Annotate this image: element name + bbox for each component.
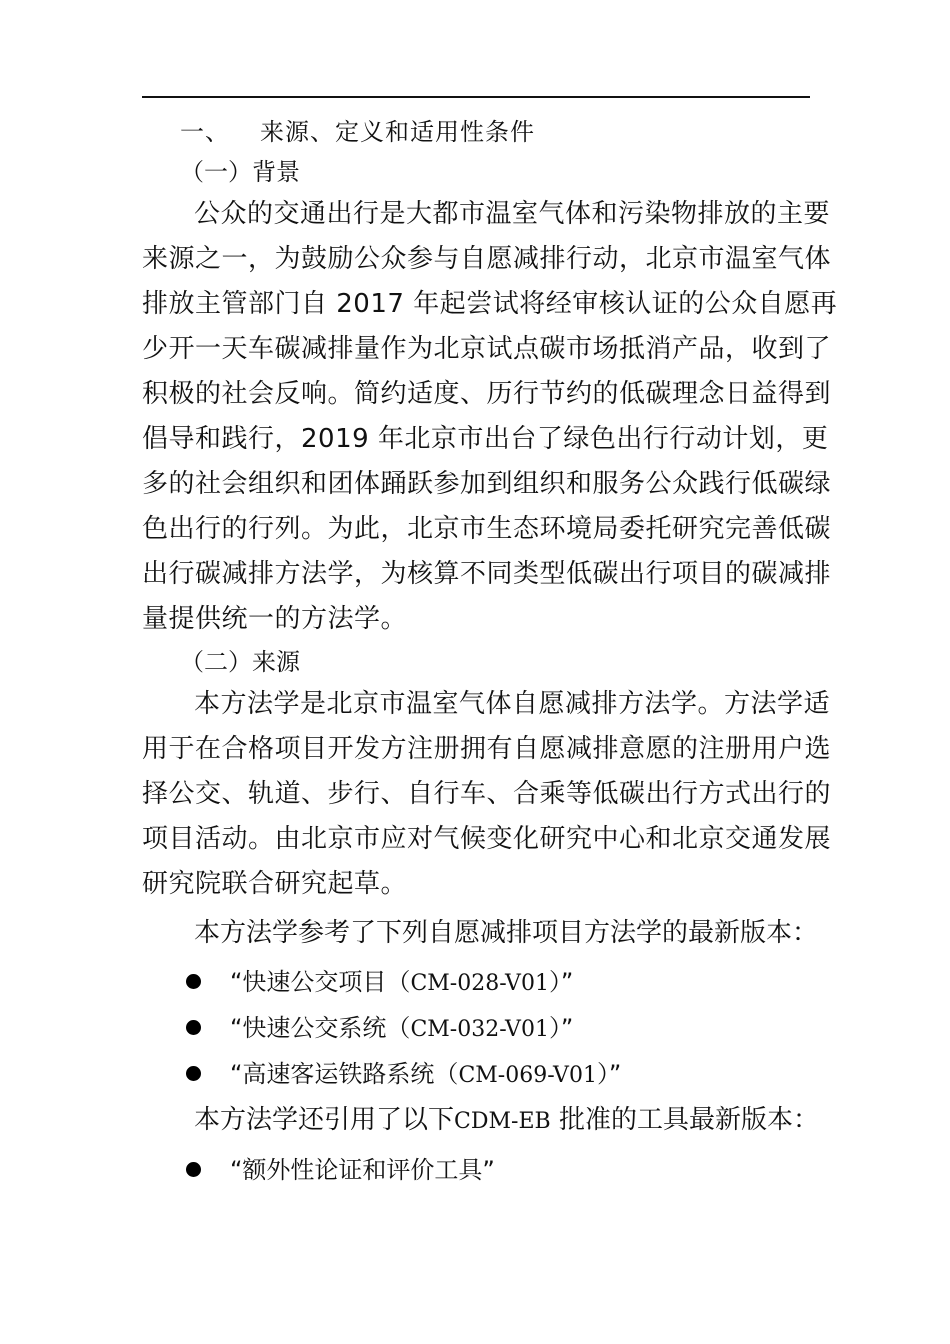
reference-suffix: ）” [596, 1060, 622, 1088]
tools-intro-text-end: 批准的工具最新版本： [550, 1105, 819, 1135]
bullet-icon [186, 1162, 201, 1177]
references-intro: 本方法学参考了下列自愿减排项目方法学的最新版本： [194, 918, 819, 948]
subsection-heading-background: （一）背景 [180, 158, 300, 186]
reference-prefix: “快速公交系统（ [230, 1014, 411, 1042]
reference-prefix: “高速客运铁路系统（ [230, 1060, 459, 1088]
tools-intro-code: CDM-EB [454, 1109, 551, 1134]
bullet-icon [186, 974, 201, 989]
document-body [142, 112, 842, 1192]
bullet-icon [186, 1020, 201, 1035]
tool-name: “额外性论证和评价工具” [230, 1156, 495, 1184]
bullet-icon [186, 1066, 201, 1081]
reference-code: CM-028-V01 [410, 971, 549, 996]
subsection-heading-source: （二）来源 [180, 648, 300, 676]
reference-suffix: ）” [548, 968, 574, 996]
reference-item [142, 1052, 842, 1098]
source-paragraph: 本方法学是北京市温室气体自愿减排方法学。方法学适用于在合格项目开发方注册拥有自愿减排意愿的注册用户选择公交、轨道、步行、自行车、合乘等低碳出行方式出行的项目活动。由北京市应对气候变化研究中心和北京交通发展研究院联合研究起草。 [142, 689, 832, 899]
section-number: 一、 [180, 118, 230, 146]
reference-prefix: “快速公交项目（ [230, 968, 411, 996]
reference-item [142, 960, 842, 1006]
reference-code: CM-069-V01 [458, 1063, 597, 1088]
reference-suffix: ）” [548, 1014, 574, 1042]
tools-intro [142, 1098, 842, 1144]
background-paragraph: 公众的交通出行是大都市温室气体和污染物排放的主要来源之一，为鼓励公众参与自愿减排行动，北京市温室气体排放主管部门自 2017 年起尝试将经审核认证的公众自愿再少开一天车碳减排量作为北京试点碳市场抵消产品，收到了积极的社会反响。简约适度、历行节约的低碳理念日益得到倡导和践行，2019 年北京市出台了绿色出行行动计划，更多的社会组织和团体踊跃参加到组织和服务公众践行低碳绿色出行的行列。为此，北京市生态环境局委托研究完善低碳出行碳减排方法学，为核算不同类型低碳出行项目的碳减排量提供统一的方法学。 [142, 199, 838, 634]
header-rule [142, 96, 810, 98]
section-heading [142, 112, 842, 152]
tool-item [142, 1148, 842, 1192]
reference-code: CM-032-V01 [410, 1017, 549, 1042]
section-title: 来源、定义和适用性条件 [260, 118, 535, 146]
tools-intro-text: 本方法学还引用了以下 [194, 1105, 455, 1135]
reference-item [142, 1006, 842, 1052]
